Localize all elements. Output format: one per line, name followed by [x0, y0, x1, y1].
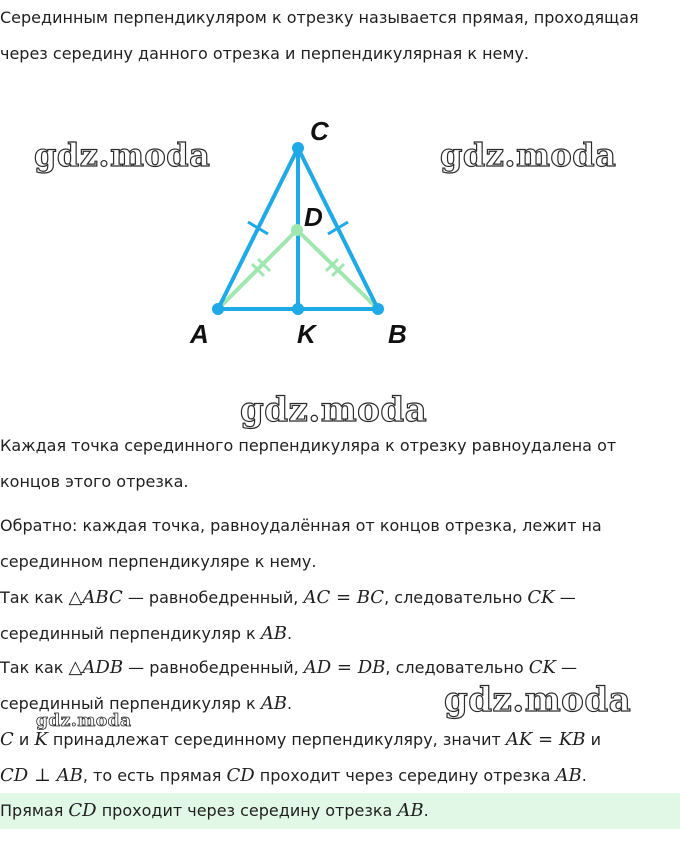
math-ad-eq-db: AD = DB [303, 657, 386, 678]
math-k: K [34, 729, 48, 750]
math-ab: AB [260, 693, 288, 714]
step1-text: Так как [0, 588, 69, 607]
label-B: B [388, 319, 407, 349]
step1-text: , следовательно [384, 588, 528, 607]
watermark-small: gdz.moda [36, 711, 132, 731]
math-ab: AB [56, 765, 83, 786]
converse-paragraph [0, 508, 680, 580]
math-c: C [0, 729, 14, 750]
perpendicular-symbol: ⊥ [28, 765, 57, 786]
step3-line-2 [0, 758, 680, 794]
point-K [292, 303, 304, 315]
step3-text: проходит через середину отрезка [254, 766, 556, 785]
watermark-left: gdz.moda [34, 136, 211, 174]
point-A [212, 303, 224, 315]
math-ck: CK [528, 657, 556, 678]
math-abc: ABC [82, 587, 123, 608]
step2-text: — [555, 658, 578, 677]
step3-text: . [581, 766, 587, 785]
watermark-center: gdz.moda [240, 390, 428, 430]
math-cd: CD [68, 800, 97, 821]
watermark-right: gdz.moda [440, 136, 617, 174]
math-cd: CD [0, 765, 29, 786]
converse-line-1: Обратно: каждая точка, равноудалённая от концов отрезка, лежит на [0, 516, 602, 535]
step2-text: . [287, 694, 293, 713]
property-line-1: Каждая точка серединного перпендикуляра к отрезку равноудалена от [0, 436, 617, 455]
point-C [292, 142, 304, 154]
step1-text: . [287, 624, 293, 643]
step2-text: Так как [0, 658, 69, 677]
step2-line-2 [0, 686, 680, 722]
math-ab: AB [397, 800, 424, 821]
answer-text: проходит через середину отрезка [96, 801, 398, 820]
answer-box [0, 793, 680, 829]
property-line-2: концов этого отрезка. [0, 472, 189, 491]
math-ab: AB [555, 765, 582, 786]
step1-text: — [554, 588, 576, 607]
point-B [372, 303, 384, 315]
property-paragraph [0, 428, 680, 500]
step2-line-1 [0, 650, 680, 686]
definition-line-2: через середину данного отрезка и перпендикулярная к нему. [0, 44, 530, 63]
math-ac-eq-bc: AC = BC [303, 587, 385, 608]
answer-text: Прямая [0, 801, 69, 820]
math-ck: CK [527, 587, 555, 608]
converse-line-2: серединном перпендикуляре к нему. [0, 552, 317, 571]
label-C: C [310, 116, 329, 146]
definition-paragraph [0, 0, 680, 72]
label-D: D [304, 202, 323, 232]
label-A: A [190, 319, 209, 349]
step3-text: принадлежат серединному перпендикуляру, значит [47, 730, 506, 749]
math-cd: CD [226, 765, 255, 786]
triangle-symbol: △ [68, 657, 83, 678]
step1-text: — равнобедренный, [122, 588, 304, 607]
step1-text: серединный перпендикуляр к [0, 624, 261, 643]
answer-text: . [423, 801, 429, 820]
step3-paragraph [0, 722, 680, 794]
label-K: K [297, 319, 316, 349]
math-ak-eq-kb: AK = KB [505, 729, 586, 750]
step3-line-1 [0, 722, 680, 758]
step2-text: , следовательно [385, 658, 529, 677]
triangle-symbol: △ [68, 587, 83, 608]
math-adb: ADB [82, 657, 124, 678]
step1-line-2 [0, 616, 680, 652]
math-ab: AB [260, 623, 288, 644]
step3-text: и [13, 730, 35, 749]
step2-paragraph [0, 650, 680, 722]
step3-text: и [585, 730, 602, 749]
watermark-lower-right: gdz.moda [444, 680, 632, 720]
triangle-figure [180, 108, 440, 358]
definition-line-1: Серединным перпендикуляром к отрезку называется прямая, проходящая [0, 8, 639, 27]
step2-text: — равнобедренный, [123, 658, 304, 677]
step1-paragraph [0, 580, 680, 652]
step1-line-1 [0, 580, 680, 616]
step2-text: серединный перпендикуляр к [0, 694, 261, 713]
point-D [291, 224, 303, 236]
step3-text: , то есть прямая [82, 766, 227, 785]
